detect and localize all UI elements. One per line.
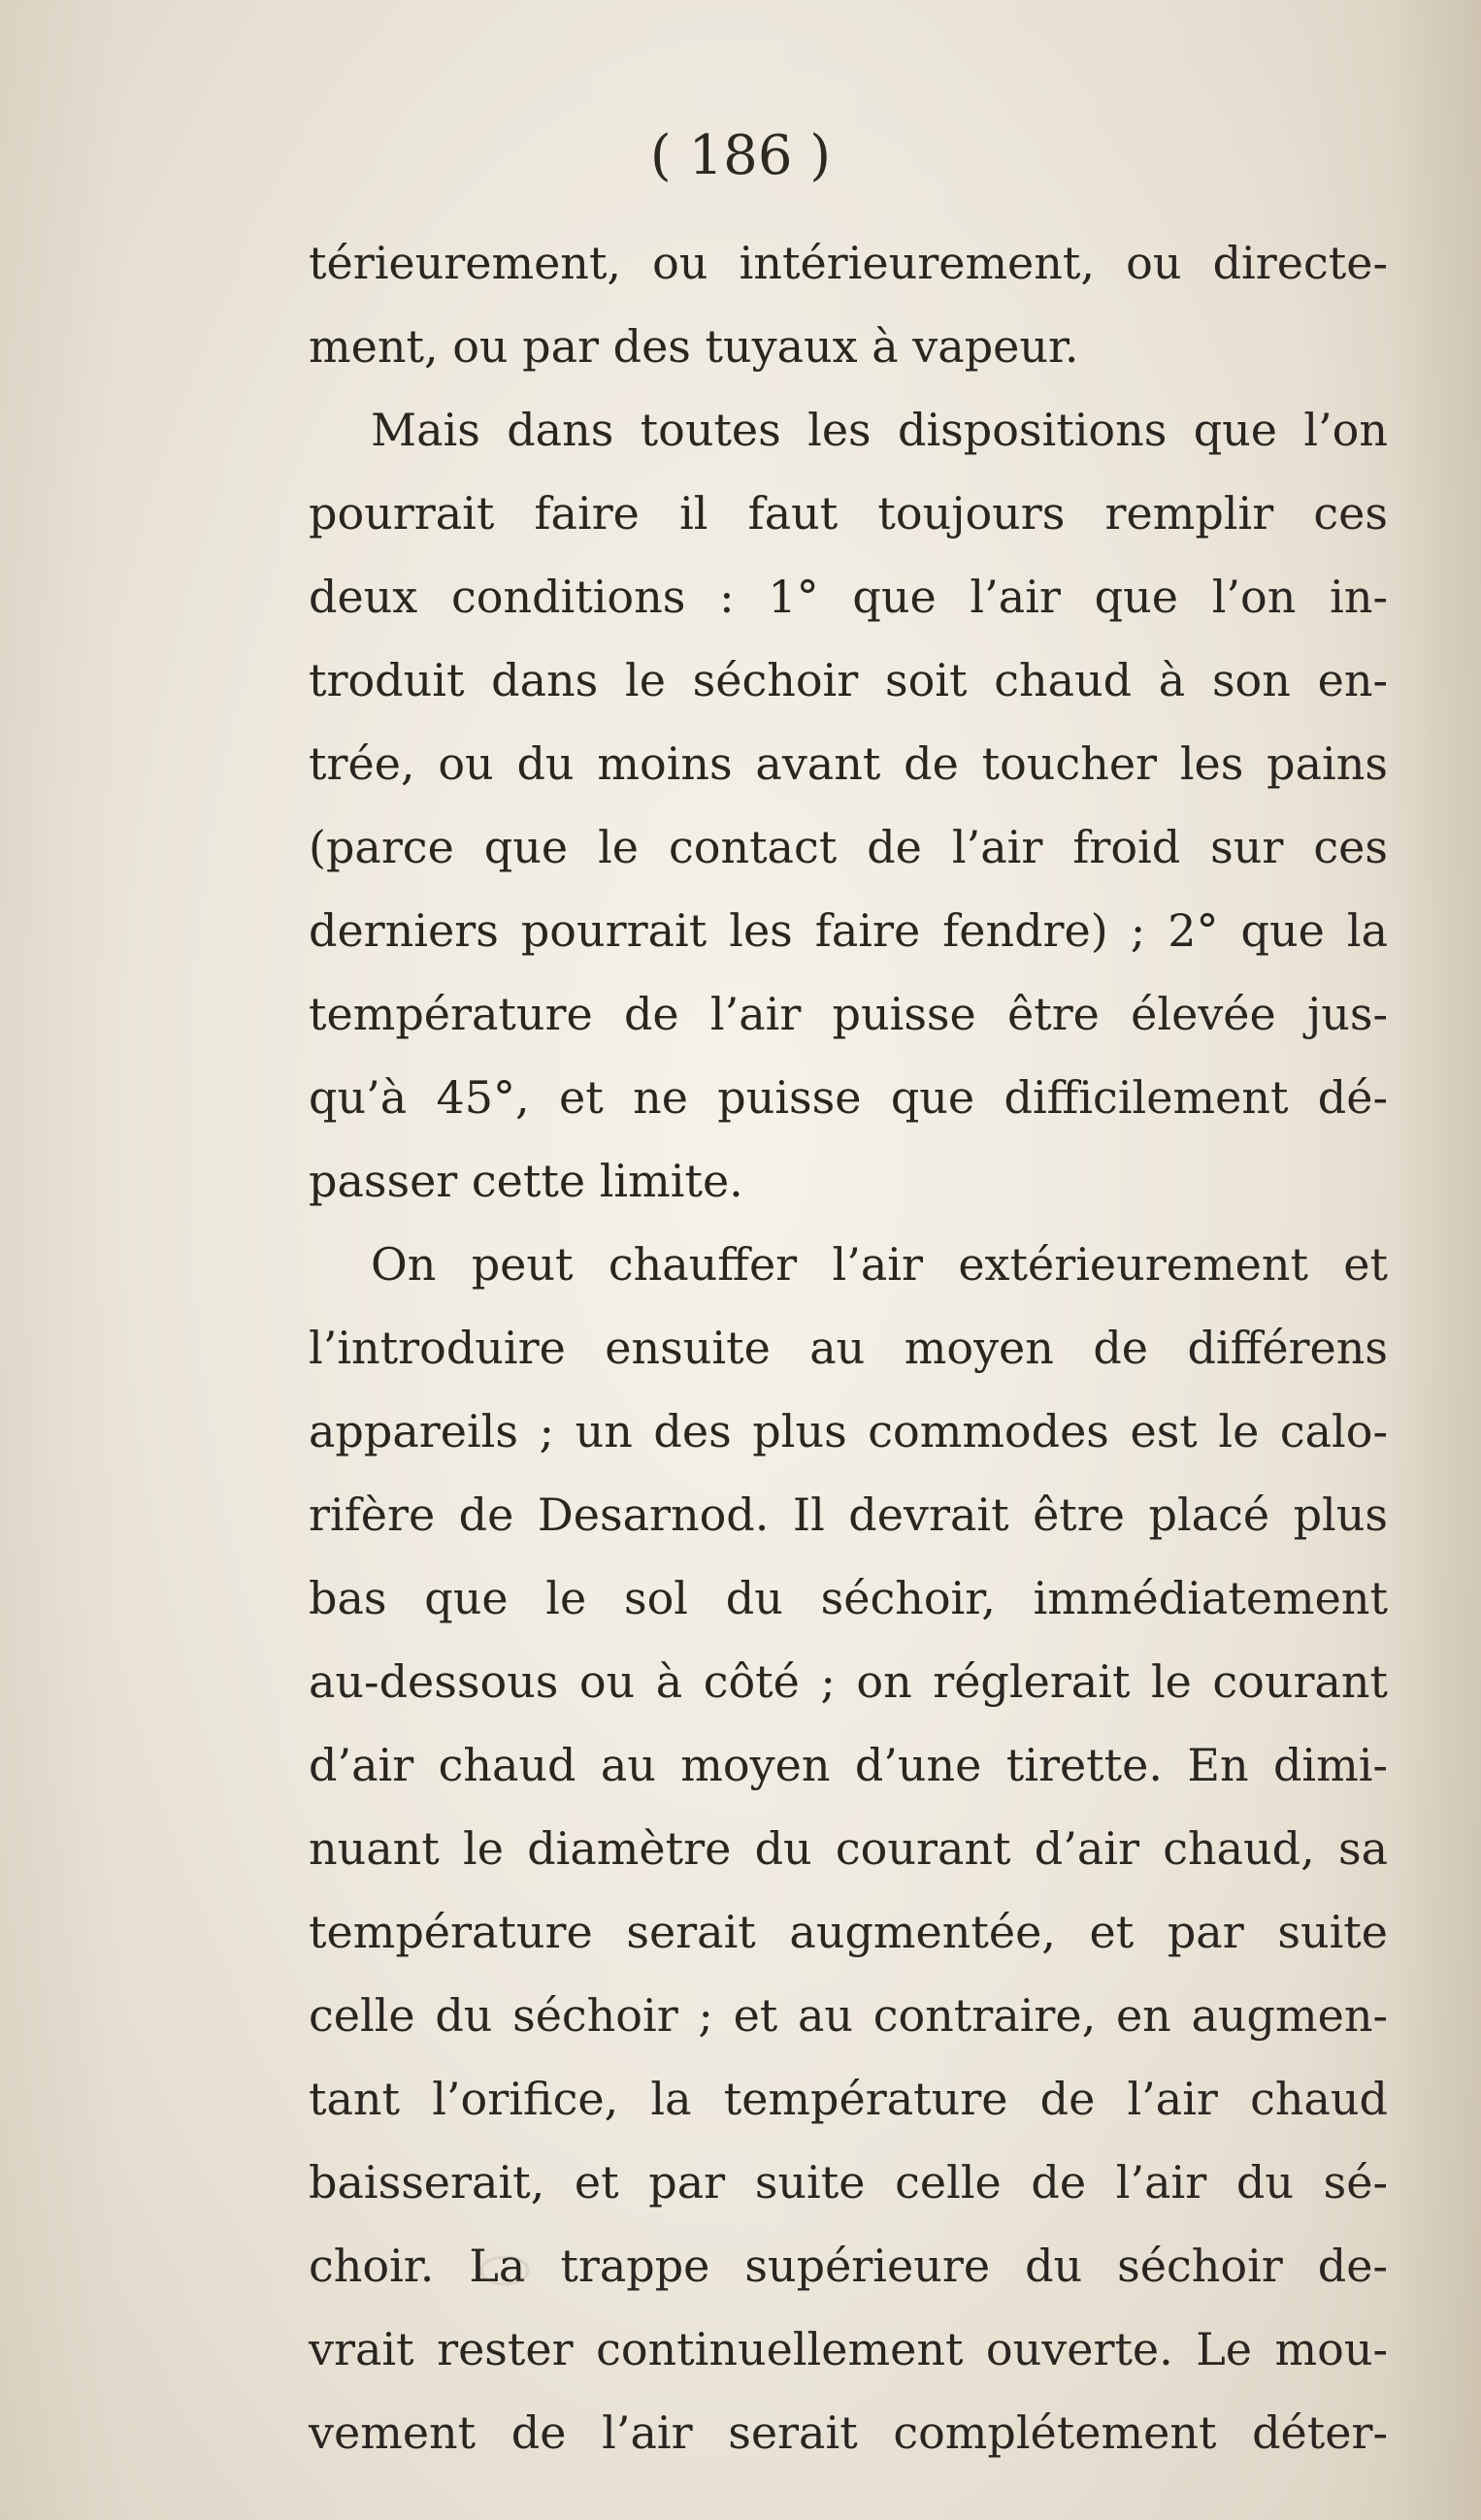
page-number: ( 186 ) [649,124,832,187]
text-line: qu’à 45°, et ne puisse que difficilement dé- [309,1071,1388,1124]
text-line: au-dessous ou à côté ; on réglerait le courant [309,1655,1388,1708]
text-line: appareils ; un des plus commodes est le calo- [309,1405,1388,1457]
text-line: vrait rester continuellement ouverte. Le mou- [309,2323,1388,2375]
text-line: température de l’air puisse être élevée jus- [309,988,1388,1040]
text-line: ment, ou par des tuyaux à vapeur. [309,320,1079,373]
text-line: celle du séchoir ; et au contraire, en augmen- [309,1989,1388,2042]
text-line: nuant le diamètre du courant d’air chaud, sa [309,1822,1388,1875]
faint-ink-mark [476,2251,534,2290]
text-line: bas que le sol du séchoir, immédiatement [309,1572,1388,1624]
text-line: pourrait faire il faut toujours remplir ces [309,487,1388,540]
text-line: trée, ou du moins avant de toucher les pains [309,737,1388,790]
text-line: troduit dans le séchoir soit chaud à son en- [309,654,1388,706]
text-line: baisserait, et par suite celle de l’air du sé- [309,2156,1388,2209]
text-line: (parce que le contact de l’air froid sur ces [309,821,1388,873]
text-line: rifère de Desarnod. Il devrait être placé plus [309,1489,1388,1541]
paragraph-start-line: Mais dans toutes les dispositions que l’on [371,404,1388,456]
page-edge-shadow [1394,0,1481,2520]
text-line: choir. La trappe supérieure du séchoir de- [309,2240,1388,2292]
text-line: tant l’orifice, la température de l’air chaud [309,2073,1388,2125]
text-line: derniers pourrait les faire fendre) ; 2° que la [309,904,1388,957]
text-line: d’air chaud au moyen d’une tirette. En dimi- [309,1739,1388,1791]
text-line: deux conditions : 1° que l’air que l’on in- [309,571,1388,623]
body-text [309,221,1388,2474]
text-line: vement de l’air serait complétement déter- [309,2406,1388,2459]
text-line: température serait augmentée, et par suite [309,1906,1388,1958]
text-line: térieurement, ou intérieurement, ou directe- [309,237,1388,289]
paragraph-start-line: On peut chauffer l’air extérieurement et [371,1238,1388,1291]
text-line: passer cette limite. [309,1155,743,1207]
text-line: l’introduire ensuite au moyen de différens [309,1322,1388,1374]
